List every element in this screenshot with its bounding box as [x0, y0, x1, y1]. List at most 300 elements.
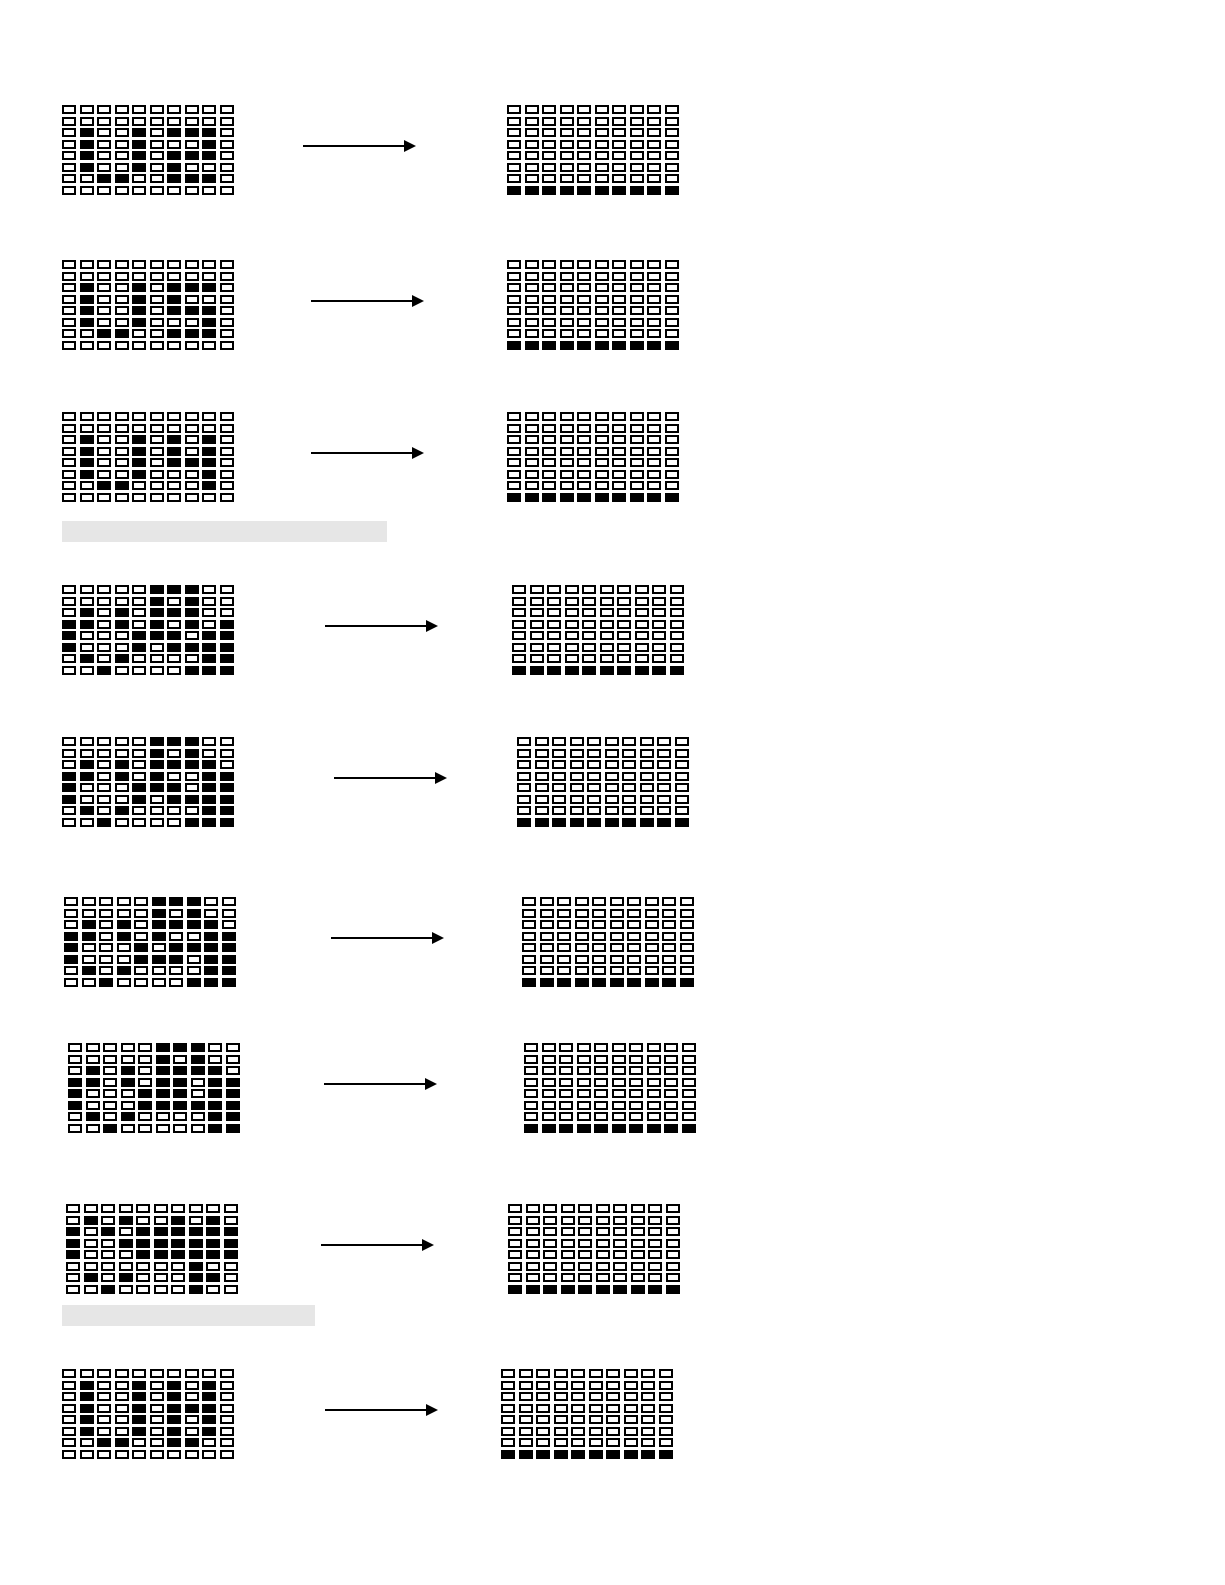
grid-cell-empty	[605, 795, 619, 804]
grid-cell-filled	[185, 585, 199, 594]
grid-cell-empty	[80, 424, 94, 433]
grid-cell-empty	[62, 1438, 76, 1447]
grid-cell-empty	[507, 424, 521, 433]
grid-cell-empty	[565, 597, 579, 606]
grid-cell-empty	[115, 1381, 129, 1390]
grid-cell-empty	[167, 140, 181, 149]
grid-cell-empty	[132, 272, 146, 281]
grid-cell-empty	[101, 1262, 115, 1271]
grid-cell-empty	[624, 1392, 638, 1401]
grid-cell-empty	[542, 424, 556, 433]
grid-cell-filled	[570, 818, 584, 827]
grid-cell-empty	[121, 1043, 135, 1052]
grid-cell-filled	[167, 760, 181, 769]
grid-cell-empty	[220, 481, 234, 490]
grid-cell-empty	[665, 260, 679, 269]
grid-cell-empty	[647, 1055, 661, 1064]
grid-cell-empty	[525, 140, 539, 149]
grid-cell-filled	[132, 643, 146, 652]
grid-cell-filled	[508, 1285, 522, 1294]
grid-cell-filled	[542, 493, 556, 502]
grid-cell-empty	[575, 943, 589, 952]
grid-cell-empty	[202, 105, 216, 114]
grid-cell-empty	[64, 909, 78, 918]
grid-cell-empty	[62, 295, 76, 304]
grid-cell-empty	[185, 470, 199, 479]
grid-cell-empty	[578, 1273, 592, 1282]
grid-cell-empty	[612, 140, 626, 149]
grid-cell-empty	[121, 1124, 135, 1133]
grid-cell-filled	[659, 1450, 673, 1459]
grid-cell-empty	[577, 1089, 591, 1098]
grid-cell-empty	[220, 435, 234, 444]
grid-cell-filled	[84, 1273, 98, 1282]
grid-cell-empty	[587, 795, 601, 804]
grid-cell-empty	[185, 117, 199, 126]
grid-cell-empty	[577, 318, 591, 327]
grid-cell-empty	[150, 186, 164, 195]
grid-cell-filled	[202, 631, 216, 640]
grid-cell-empty	[577, 283, 591, 292]
grid-cell-filled	[167, 631, 181, 640]
grid-cell-empty	[631, 1250, 645, 1259]
grid-cell-empty	[132, 117, 146, 126]
grid-cell-empty	[519, 1369, 533, 1378]
grid-cell-empty	[559, 1112, 573, 1121]
grid-cell-empty	[138, 1124, 152, 1133]
grid-cell-filled	[80, 760, 94, 769]
grid-cell-empty	[62, 174, 76, 183]
grid-cell-empty	[185, 105, 199, 114]
grid-cell-empty	[565, 585, 579, 594]
grid-cell-empty	[560, 140, 574, 149]
grid-cell-empty	[220, 1427, 234, 1436]
grid-cell-filled	[191, 1055, 205, 1064]
grid-cell-empty	[220, 749, 234, 758]
grid-cell-empty	[80, 272, 94, 281]
grid-cell-empty	[595, 329, 609, 338]
grid-cell-empty	[132, 620, 146, 629]
grid-cell-filled	[80, 1404, 94, 1413]
grid-cell-empty	[80, 1450, 94, 1459]
grid-cell-empty	[657, 783, 671, 792]
grid-cell-filled	[202, 435, 216, 444]
grid-cell-empty	[612, 117, 626, 126]
grid-cell-filled	[115, 806, 129, 815]
grid-cell-empty	[612, 1078, 626, 1087]
grid-cell-empty	[115, 458, 129, 467]
grid-cell-empty	[84, 1262, 98, 1271]
grid-cell-empty	[665, 151, 679, 160]
grid-cell-empty	[589, 1427, 603, 1436]
grid-cell-empty	[202, 341, 216, 350]
grid-cell-empty	[647, 128, 661, 137]
grid-cell-filled	[220, 795, 234, 804]
grid-cell-filled	[204, 978, 218, 987]
grid-cell-empty	[185, 318, 199, 327]
grid-cell-empty	[592, 920, 606, 929]
grid-cell-filled	[202, 1404, 216, 1413]
grid-cell-empty	[97, 306, 111, 315]
grid-cell-empty	[575, 897, 589, 906]
grid-cell-empty	[150, 458, 164, 467]
grid-cell-empty	[592, 932, 606, 941]
grid-cell-empty	[132, 666, 146, 675]
grid-cell-empty	[627, 920, 641, 929]
grid-cell-empty	[641, 1404, 655, 1413]
grid-cell-empty	[635, 585, 649, 594]
grid-cell-empty	[132, 481, 146, 490]
grid-cell-filled	[665, 341, 679, 350]
grid-cell-empty	[577, 424, 591, 433]
grid-cell-filled	[121, 1066, 135, 1075]
grid-cell-empty	[185, 295, 199, 304]
grid-cell-filled	[220, 783, 234, 792]
grid-cell-empty	[208, 1055, 222, 1064]
grid-cell-filled	[82, 966, 96, 975]
grid-cell-empty	[185, 260, 199, 269]
grid-cell-empty	[185, 435, 199, 444]
grid-cell-empty	[525, 117, 539, 126]
grid-cell-empty	[640, 783, 654, 792]
grid-cell-filled	[80, 608, 94, 617]
grid-cell-empty	[202, 272, 216, 281]
grid-cell-empty	[517, 737, 531, 746]
grid-cell-empty	[80, 186, 94, 195]
grid-cell-filled	[97, 481, 111, 490]
grid-cell-empty	[220, 318, 234, 327]
grid-cell-filled	[202, 1415, 216, 1424]
grid-cell-empty	[136, 1273, 150, 1282]
grid-cell-empty	[600, 608, 614, 617]
grid-cell-filled	[202, 306, 216, 315]
grid-cell-empty	[554, 1392, 568, 1401]
grid-cell-empty	[612, 435, 626, 444]
grid-cell-empty	[682, 1043, 696, 1052]
grid-cell-filled	[682, 1124, 696, 1133]
grid-cell-empty	[66, 1273, 80, 1282]
grid-cell-filled	[208, 1066, 222, 1075]
grid-cell-empty	[595, 447, 609, 456]
grid-cell-empty	[62, 306, 76, 315]
grid-cell-filled	[647, 341, 661, 350]
grid-cell-filled	[224, 1250, 238, 1259]
grid-cell-empty	[522, 932, 536, 941]
grid-cell-empty	[62, 1404, 76, 1413]
grid-cell-filled	[617, 666, 631, 675]
grid-cell-empty	[202, 412, 216, 421]
grid-cell-empty	[220, 608, 234, 617]
grid-cell-empty	[62, 272, 76, 281]
grid-cell-empty	[80, 174, 94, 183]
grid-cell-filled	[80, 772, 94, 781]
grid-cell-empty	[612, 424, 626, 433]
grid-cell-empty	[582, 654, 596, 663]
grid-cell-empty	[605, 783, 619, 792]
grid-cell-empty	[62, 666, 76, 675]
grid-cell-empty	[578, 1204, 592, 1213]
grid-cell-empty	[675, 760, 689, 769]
grid-cell-empty	[624, 1415, 638, 1424]
grid-cell-filled	[121, 1112, 135, 1121]
grid-cell-filled	[167, 128, 181, 137]
grid-cell-empty	[167, 318, 181, 327]
grid-cell-empty	[589, 1404, 603, 1413]
grid-cell-empty	[507, 151, 521, 160]
grid-cell-empty	[101, 1273, 115, 1282]
grid-cell-filled	[185, 643, 199, 652]
grid-cell-empty	[507, 128, 521, 137]
grid-cell-empty	[536, 1404, 550, 1413]
grid-cell-empty	[542, 163, 556, 172]
grid-cell-empty	[508, 1262, 522, 1271]
grid-cell-empty	[84, 1250, 98, 1259]
grid-cell-empty	[577, 117, 591, 126]
grid-cell-filled	[80, 306, 94, 315]
grid-cell-empty	[542, 1078, 556, 1087]
grid-cell-empty	[612, 260, 626, 269]
grid-cell-empty	[185, 1369, 199, 1378]
grid-cell-empty	[645, 909, 659, 918]
grid-cell-empty	[612, 447, 626, 456]
grid-cell-empty	[582, 631, 596, 640]
grid-cell-filled	[132, 306, 146, 315]
grid-cell-empty	[150, 412, 164, 421]
grid-cell-empty	[547, 643, 561, 652]
grid-cell-filled	[554, 1450, 568, 1459]
grid-cell-filled	[150, 585, 164, 594]
grid-cell-filled	[612, 1124, 626, 1133]
grid-cell-empty	[80, 818, 94, 827]
grid-cell-filled	[525, 493, 539, 502]
grid-cell-empty	[617, 620, 631, 629]
grid-cell-empty	[680, 932, 694, 941]
grid-cell-empty	[647, 117, 661, 126]
grid-cell-empty	[652, 620, 666, 629]
grid-cell-empty	[559, 1066, 573, 1075]
grid-cell-filled	[173, 1043, 187, 1052]
grid-cell-empty	[62, 318, 76, 327]
grid-cell-filled	[115, 620, 129, 629]
grid-cell-empty	[517, 783, 531, 792]
grid-cell-empty	[659, 1404, 673, 1413]
grid-cell-empty	[185, 412, 199, 421]
grid-cell-empty	[82, 943, 96, 952]
grid-cell-empty	[631, 1262, 645, 1271]
grid-cell-filled	[577, 341, 591, 350]
grid-cell-empty	[103, 1089, 117, 1098]
grid-cell-empty	[80, 749, 94, 758]
grid-cell-empty	[156, 1124, 170, 1133]
grid-cell-empty	[657, 760, 671, 769]
grid-cell-empty	[670, 597, 684, 606]
grid-cell-empty	[97, 806, 111, 815]
grid-cell-empty	[662, 943, 676, 952]
grid-cell-empty	[220, 1438, 234, 1447]
grid-cell-empty	[62, 186, 76, 195]
grid-cell-filled	[560, 493, 574, 502]
grid-cell-empty	[577, 329, 591, 338]
grid-cell-empty	[121, 1055, 135, 1064]
grid-cell-empty	[97, 795, 111, 804]
grid-cell-filled	[189, 1262, 203, 1271]
grid-cell-empty	[561, 1204, 575, 1213]
grid-cell-empty	[595, 295, 609, 304]
grid-cell-empty	[594, 1112, 608, 1121]
grid-cell-filled	[132, 435, 146, 444]
grid-cell-empty	[167, 1450, 181, 1459]
grid-cell-filled	[587, 818, 601, 827]
grid-cell-empty	[560, 163, 574, 172]
grid-cell-empty	[117, 955, 131, 964]
grid-cell-empty	[595, 174, 609, 183]
grid-cell-empty	[635, 631, 649, 640]
grid-cell-filled	[64, 955, 78, 964]
grid-cell-filled	[169, 943, 183, 952]
grid-cell-filled	[204, 943, 218, 952]
grid-cell-empty	[629, 1066, 643, 1075]
grid-cell-filled	[115, 481, 129, 490]
grid-cell-empty	[132, 806, 146, 815]
grid-cell-empty	[561, 1262, 575, 1271]
grid-cell-filled	[132, 128, 146, 137]
grid-cell-empty	[501, 1438, 515, 1447]
grid-cell-empty	[154, 1204, 168, 1213]
grid-cell-empty	[115, 424, 129, 433]
grid-cell-empty	[136, 1216, 150, 1225]
grid-cell-empty	[512, 620, 526, 629]
grid-cell-filled	[80, 1415, 94, 1424]
grid-cell-empty	[554, 1438, 568, 1447]
grid-cell-empty	[115, 1450, 129, 1459]
grid-cell-empty	[575, 920, 589, 929]
grid-cell-empty	[613, 1273, 627, 1282]
grid-cell-empty	[680, 920, 694, 929]
grid-cell-filled	[526, 1285, 540, 1294]
grid-cell-empty	[220, 117, 234, 126]
grid-cell-empty	[525, 272, 539, 281]
grid-cell-empty	[630, 128, 644, 137]
grid-cell-empty	[675, 806, 689, 815]
grid-cell-filled	[97, 174, 111, 183]
grid-cell-empty	[577, 1066, 591, 1075]
grid-cell-empty	[675, 783, 689, 792]
grid-cell-empty	[657, 772, 671, 781]
grid-cell-empty	[152, 978, 166, 987]
grid-cell-empty	[560, 272, 574, 281]
grid-cell-empty	[82, 955, 96, 964]
grid-cell-filled	[670, 666, 684, 675]
grid-cell-empty	[522, 897, 536, 906]
grid-cell-empty	[577, 1043, 591, 1052]
arrow-right-icon	[321, 1237, 434, 1253]
grid-cell-empty	[666, 1239, 680, 1248]
grid-cell-filled	[138, 1089, 152, 1098]
grid-cell-empty	[596, 1204, 610, 1213]
grid-cell-empty	[115, 597, 129, 606]
grid-cell-filled	[647, 186, 661, 195]
grid-cell-filled	[154, 1250, 168, 1259]
grid-cell-empty	[80, 341, 94, 350]
grid-cell-empty	[535, 795, 549, 804]
grid-cell-empty	[526, 1273, 540, 1282]
grid-cell-empty	[202, 597, 216, 606]
grid-cell-empty	[66, 1262, 80, 1271]
grid-cell-empty	[224, 1262, 238, 1271]
grid-cell-empty	[115, 128, 129, 137]
grid-cell-empty	[557, 943, 571, 952]
grid-cell-filled	[80, 620, 94, 629]
grid-cell-empty	[535, 760, 549, 769]
grid-cell-empty	[150, 435, 164, 444]
grid-cell-empty	[202, 737, 216, 746]
grid-cell-empty	[640, 795, 654, 804]
grid-cell-empty	[629, 1112, 643, 1121]
grid-cell-empty	[592, 955, 606, 964]
grid-cell-empty	[595, 306, 609, 315]
grid-cell-empty	[577, 1112, 591, 1121]
grid-cell-empty	[156, 1112, 170, 1121]
grid-cell-filled	[167, 1427, 181, 1436]
grid-cell-empty	[648, 1216, 662, 1225]
grid-cell-empty	[630, 318, 644, 327]
grid-cell-empty	[592, 966, 606, 975]
grid-cell-filled	[152, 897, 166, 906]
grid-cell-empty	[220, 105, 234, 114]
grid-cell-empty	[115, 283, 129, 292]
grid-cell-empty	[659, 1381, 673, 1390]
grid-cell-empty	[206, 1262, 220, 1271]
grid-cell-empty	[525, 481, 539, 490]
grid-cell-empty	[595, 128, 609, 137]
grid-cell-empty	[62, 585, 76, 594]
grid-cell-empty	[596, 1216, 610, 1225]
grid-cell-empty	[115, 666, 129, 675]
grid-cell-filled	[132, 470, 146, 479]
grid-cell-empty	[629, 1089, 643, 1098]
grid-cell-empty	[578, 1250, 592, 1259]
grid-cell-empty	[150, 447, 164, 456]
grid-cell-empty	[132, 608, 146, 617]
grid-cell-empty	[525, 283, 539, 292]
grid-cell-filled	[202, 760, 216, 769]
grid-cell-filled	[97, 1438, 111, 1447]
grid-cell-empty	[117, 943, 131, 952]
grid-cell-empty	[507, 306, 521, 315]
grid-cell-empty	[185, 481, 199, 490]
grid-cell-empty	[99, 909, 113, 918]
grid-cell-empty	[577, 1101, 591, 1110]
grid-cell-filled	[173, 1078, 187, 1087]
grid-cell-empty	[535, 737, 549, 746]
grid-cell-empty	[220, 174, 234, 183]
grid-cell-filled	[224, 1239, 238, 1248]
grid-cell-empty	[560, 329, 574, 338]
grid-cell-empty	[64, 920, 78, 929]
grid-cell-empty	[547, 654, 561, 663]
grid-cell-empty	[647, 458, 661, 467]
grid-cell-empty	[154, 1273, 168, 1282]
arrow-head	[432, 932, 444, 944]
grid-cell-empty	[132, 760, 146, 769]
grid-cell-empty	[185, 772, 199, 781]
grid-cell-empty	[559, 1055, 573, 1064]
grid-cell-empty	[665, 295, 679, 304]
grid-cell-empty	[80, 105, 94, 114]
grid-cell-empty	[670, 608, 684, 617]
grid-cell-empty	[525, 295, 539, 304]
grid-cell-empty	[665, 412, 679, 421]
